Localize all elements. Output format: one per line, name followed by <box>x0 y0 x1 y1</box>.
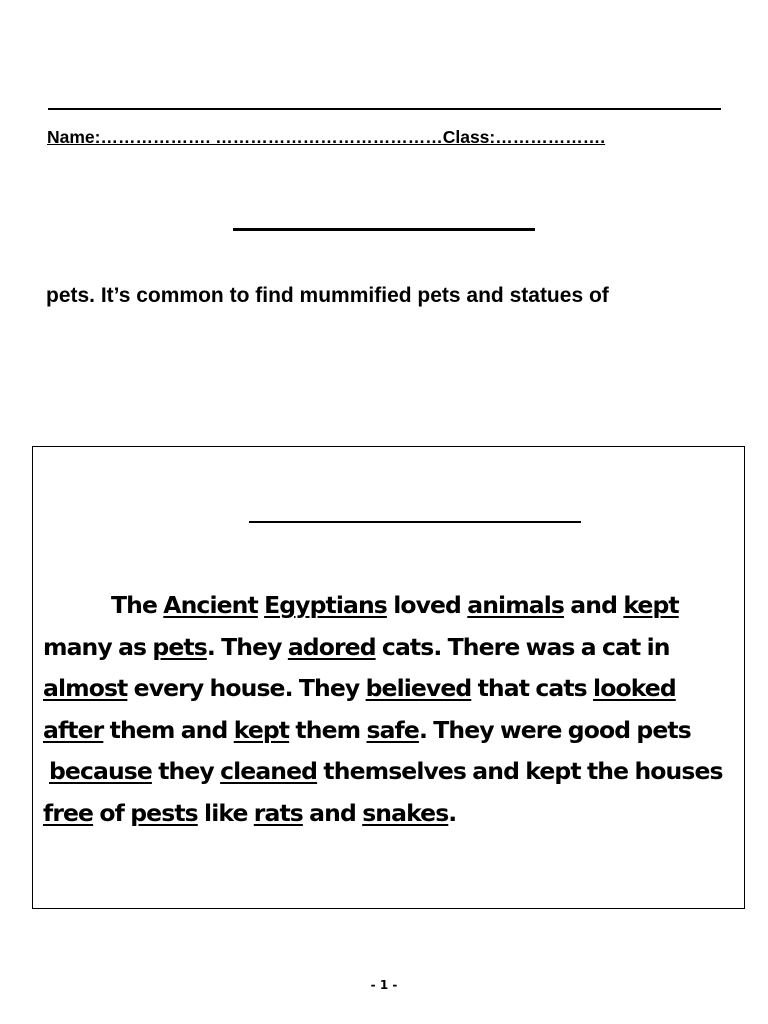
passage-line-5 <box>43 751 743 793</box>
passage-word: like <box>204 798 248 827</box>
passage-word: loved <box>393 591 461 619</box>
underlined-word: safe <box>366 715 419 744</box>
passage-word: they <box>158 757 214 785</box>
underlined-word: animals <box>467 591 564 619</box>
underlined-word: free <box>43 798 94 827</box>
name-class-field[interactable]: Name:………………. …………………………………Class:………………. <box>47 127 606 147</box>
title-blank-line[interactable] <box>233 228 535 231</box>
underlined-word: kept <box>233 715 290 744</box>
underlined-word: adored <box>287 632 376 661</box>
passage-line-1 <box>43 585 743 627</box>
underlined-word: believed <box>365 674 472 702</box>
underlined-word: cleaned <box>220 757 318 785</box>
top-divider-line <box>48 108 721 110</box>
passage-word: and <box>309 798 356 827</box>
passage-word: them and <box>109 715 228 744</box>
page-number: - 1 - <box>370 978 398 992</box>
passage-word: many as <box>43 632 147 661</box>
passage-line-4 <box>43 710 743 752</box>
passage-line-6 <box>43 793 743 835</box>
underlined-word: kept <box>623 591 679 619</box>
passage-word: of <box>99 798 124 827</box>
intro-text-fragment: pets. It’s common to find mummified pets and statues of <box>46 284 609 307</box>
underlined-word: snakes <box>362 798 449 827</box>
underlined-word: almost <box>43 674 128 702</box>
passage-line-3 <box>43 668 743 710</box>
underlined-word: pets <box>152 632 207 661</box>
passage-word: every house. They <box>133 674 360 702</box>
passage-word: that cats <box>477 674 587 702</box>
passage-text <box>43 585 743 834</box>
underlined-word: rats <box>253 798 303 827</box>
underlined-word: because <box>49 757 152 785</box>
passage-title-blank-line[interactable] <box>249 521 581 523</box>
passage-word: cats. There was a cat in <box>381 632 670 661</box>
passage-word: . They were good pets <box>418 715 691 744</box>
passage-box <box>32 446 745 909</box>
underlined-word: looked <box>593 674 676 702</box>
passage-word: . <box>448 798 457 827</box>
underlined-word: pests <box>130 798 198 827</box>
underlined-word: Egyptians <box>264 591 387 619</box>
passage-word: them <box>295 715 361 744</box>
passage-word: The <box>111 591 157 619</box>
passage-line-2 <box>43 627 743 669</box>
passage-word: and <box>570 591 618 619</box>
underlined-word: Ancient <box>163 591 258 619</box>
passage-word: . They <box>206 632 282 661</box>
passage-word: themselves and kept the houses <box>323 757 723 785</box>
underlined-word: after <box>43 715 104 744</box>
